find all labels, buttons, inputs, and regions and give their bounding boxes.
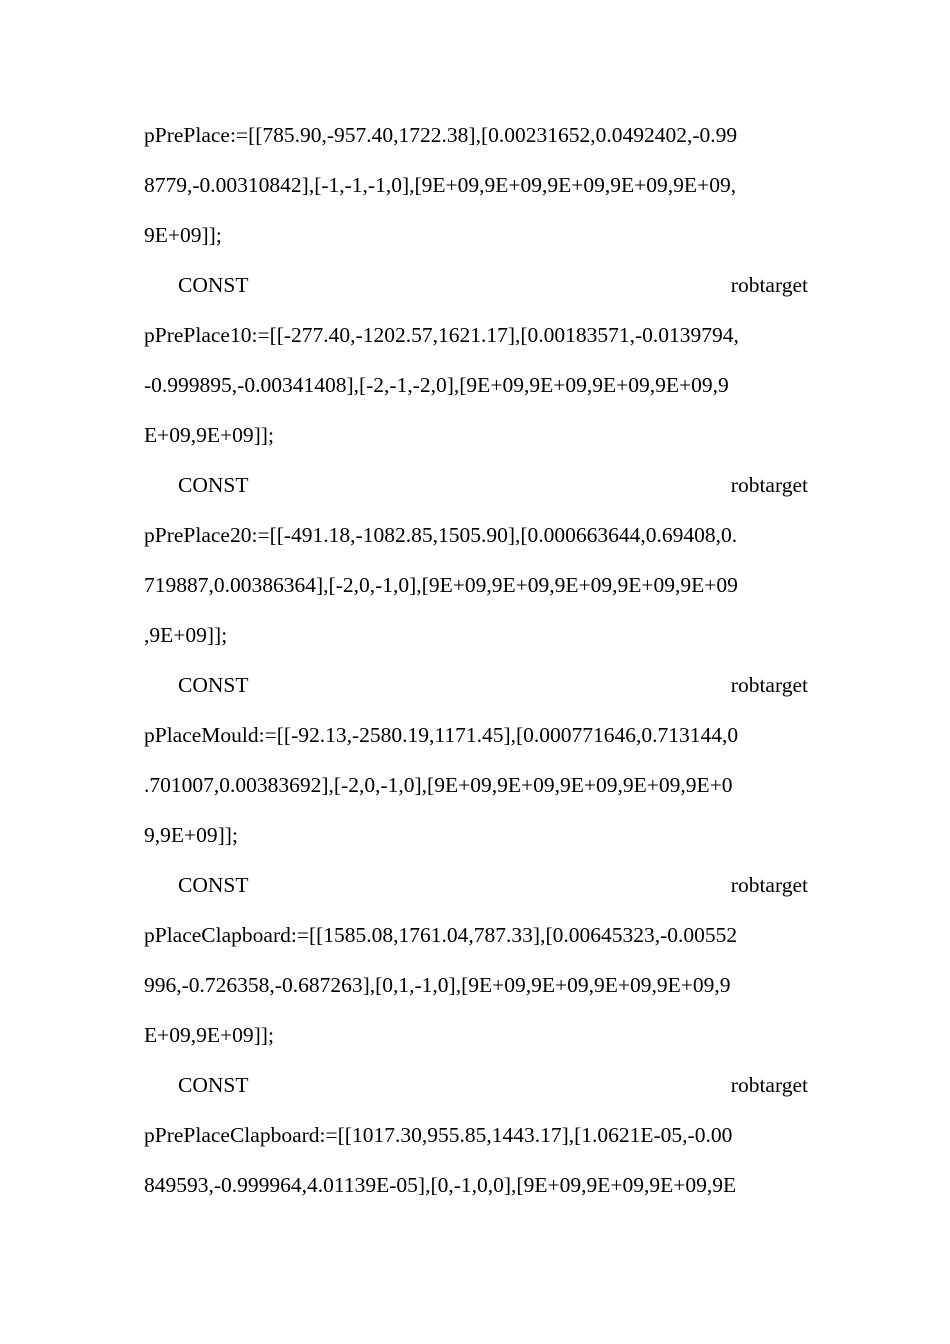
keyword-const: CONST	[178, 873, 249, 897]
code-line: 8779,-0.00310842],[-1,-1,-1,0],[9E+09,9E+09,9E+09,9E+09,9E+09,	[144, 173, 737, 197]
code-line: ,9E+09]];	[144, 623, 228, 647]
code-line: E+09,9E+09]];	[144, 423, 274, 447]
code-line: pPlaceMould:=[[-92.13,-2580.19,1171.45],[0.000771646,0.713144,0	[144, 723, 739, 747]
declaration-header	[144, 666, 808, 716]
code-line: pPrePlaceClapboard:=[[1017.30,955.85,1443.17],[1.0621E-05,-0.00	[144, 1123, 733, 1147]
declaration-header	[144, 266, 808, 316]
declaration-header	[144, 866, 808, 916]
code-line: .701007,0.00383692],[-2,0,-1,0],[9E+09,9E+09,9E+09,9E+09,9E+0	[144, 773, 733, 797]
code-line: pPrePlace10:=[[-277.40,-1202.57,1621.17],[0.00183571,-0.0139794,	[144, 323, 739, 347]
type-robtarget: robtarget	[730, 473, 808, 497]
type-robtarget: robtarget	[730, 273, 808, 297]
keyword-const: CONST	[178, 273, 249, 297]
code-line: 719887,0.00386364],[-2,0,-1,0],[9E+09,9E+09,9E+09,9E+09,9E+09	[144, 573, 738, 597]
keyword-const: CONST	[178, 673, 249, 697]
code-line: 996,-0.726358,-0.687263],[0,1,-1,0],[9E+09,9E+09,9E+09,9E+09,9	[144, 973, 731, 997]
keyword-const: CONST	[178, 473, 249, 497]
code-line: E+09,9E+09]];	[144, 1023, 274, 1047]
type-robtarget: robtarget	[730, 873, 808, 897]
code-listing	[144, 116, 808, 1216]
type-robtarget: robtarget	[730, 673, 808, 697]
code-line: pPrePlace:=[[785.90,-957.40,1722.38],[0.00231652,0.0492402,-0.99	[144, 123, 738, 147]
code-line: pPlaceClapboard:=[[1585.08,1761.04,787.33],[0.00645323,-0.00552	[144, 923, 738, 947]
code-line: 9,9E+09]];	[144, 823, 238, 847]
code-line: pPrePlace20:=[[-491.18,-1082.85,1505.90],[0.000663644,0.69408,0.	[144, 523, 738, 547]
code-line: 9E+09]];	[144, 223, 222, 247]
keyword-const: CONST	[178, 1073, 249, 1097]
code-line: -0.999895,-0.00341408],[-2,-1,-2,0],[9E+09,9E+09,9E+09,9E+09,9	[144, 373, 729, 397]
declaration-header	[144, 1066, 808, 1116]
type-robtarget: robtarget	[730, 1073, 808, 1097]
declaration-header	[144, 466, 808, 516]
code-line: 849593,-0.999964,4.01139E-05],[0,-1,0,0],[9E+09,9E+09,9E+09,9E	[144, 1173, 737, 1197]
